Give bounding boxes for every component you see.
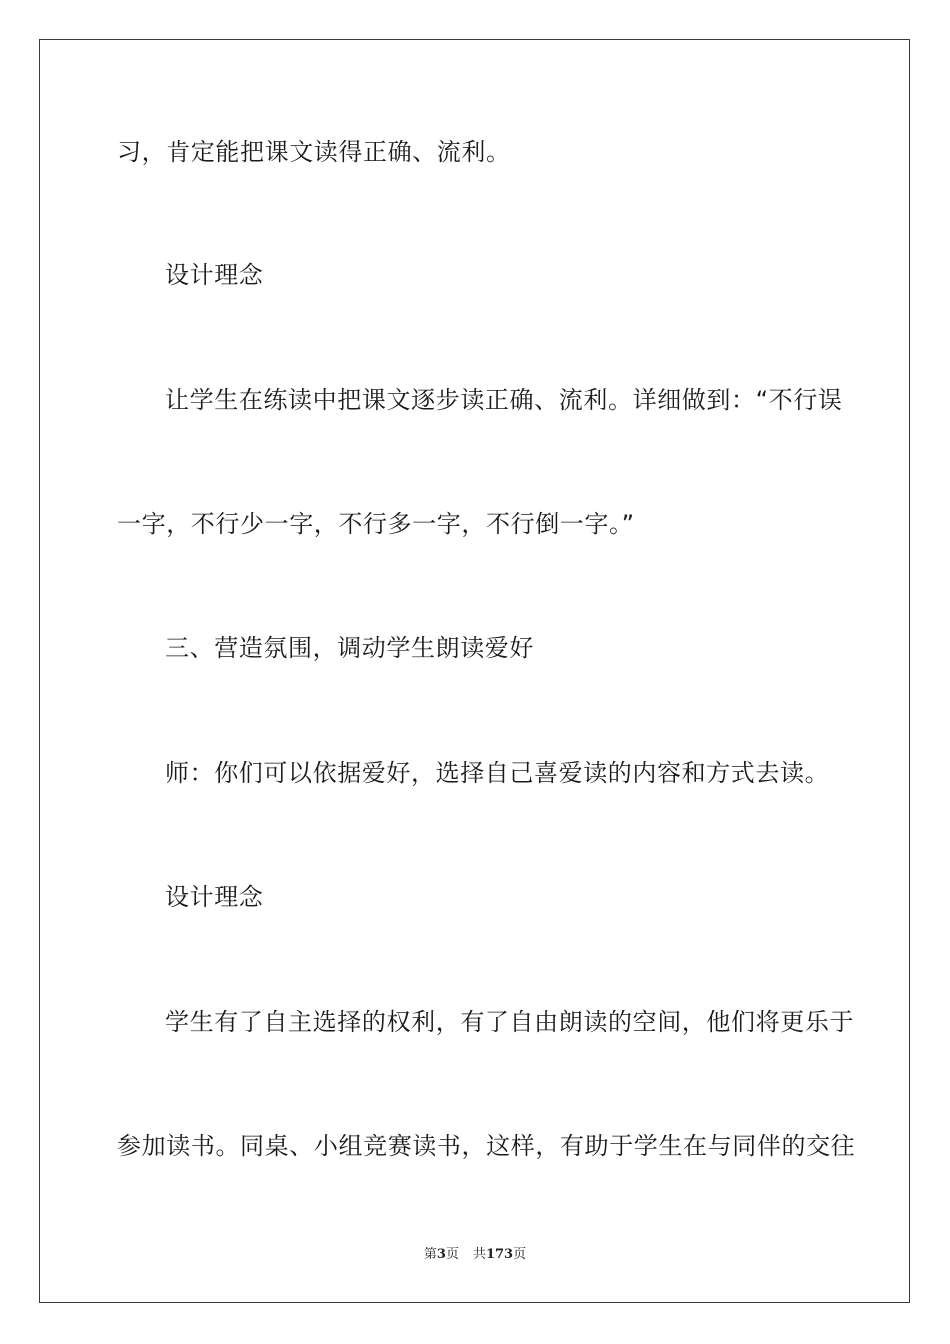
- page-footer: [0, 1246, 950, 1264]
- paragraph-line: 参 加 读 书 。 同 桌 、 小 组 竞 赛 读 书 ， 这 样 ， 有 助 于 学 生 在 与 同 伴 的 交 往: [117, 1132, 856, 1160]
- section-heading: 三、营造氛围，调动学生朗读爱好: [165, 634, 534, 662]
- paragraph-line: 一字，不行少一字，不行多一字，不行倒一字。”: [117, 510, 635, 538]
- paragraph-line: 习，肯定能把课文读得正确、流利。: [117, 138, 511, 166]
- page-number: 3: [436, 1247, 446, 1262]
- total-prefix: 共: [472, 1247, 486, 1262]
- paragraph-line: 师：你们可以依据爱好，选择自己喜爱读的内容和方式去读。: [165, 759, 830, 787]
- page-prefix: 第: [423, 1247, 437, 1262]
- paragraph-line: 让 学 生 在 练 读 中 把 课 文 逐 步 读 正 确 、 流 利 。 详 细 做 到 ： “ 不 行 误: [165, 386, 843, 414]
- paragraph-line: 学 生 有 了 自 主 选 择 的 权 利 ， 有 了 自 由 朗 读 的 空 间 ， 他 们 将 更 乐 于: [165, 1008, 855, 1036]
- section-heading: 设计理念: [165, 883, 264, 911]
- section-heading: 设计理念: [165, 261, 264, 289]
- total-pages: 173: [485, 1247, 514, 1262]
- page-suffix: 页: [445, 1247, 459, 1262]
- page-border: [39, 39, 910, 1303]
- total-suffix: 页: [513, 1247, 527, 1262]
